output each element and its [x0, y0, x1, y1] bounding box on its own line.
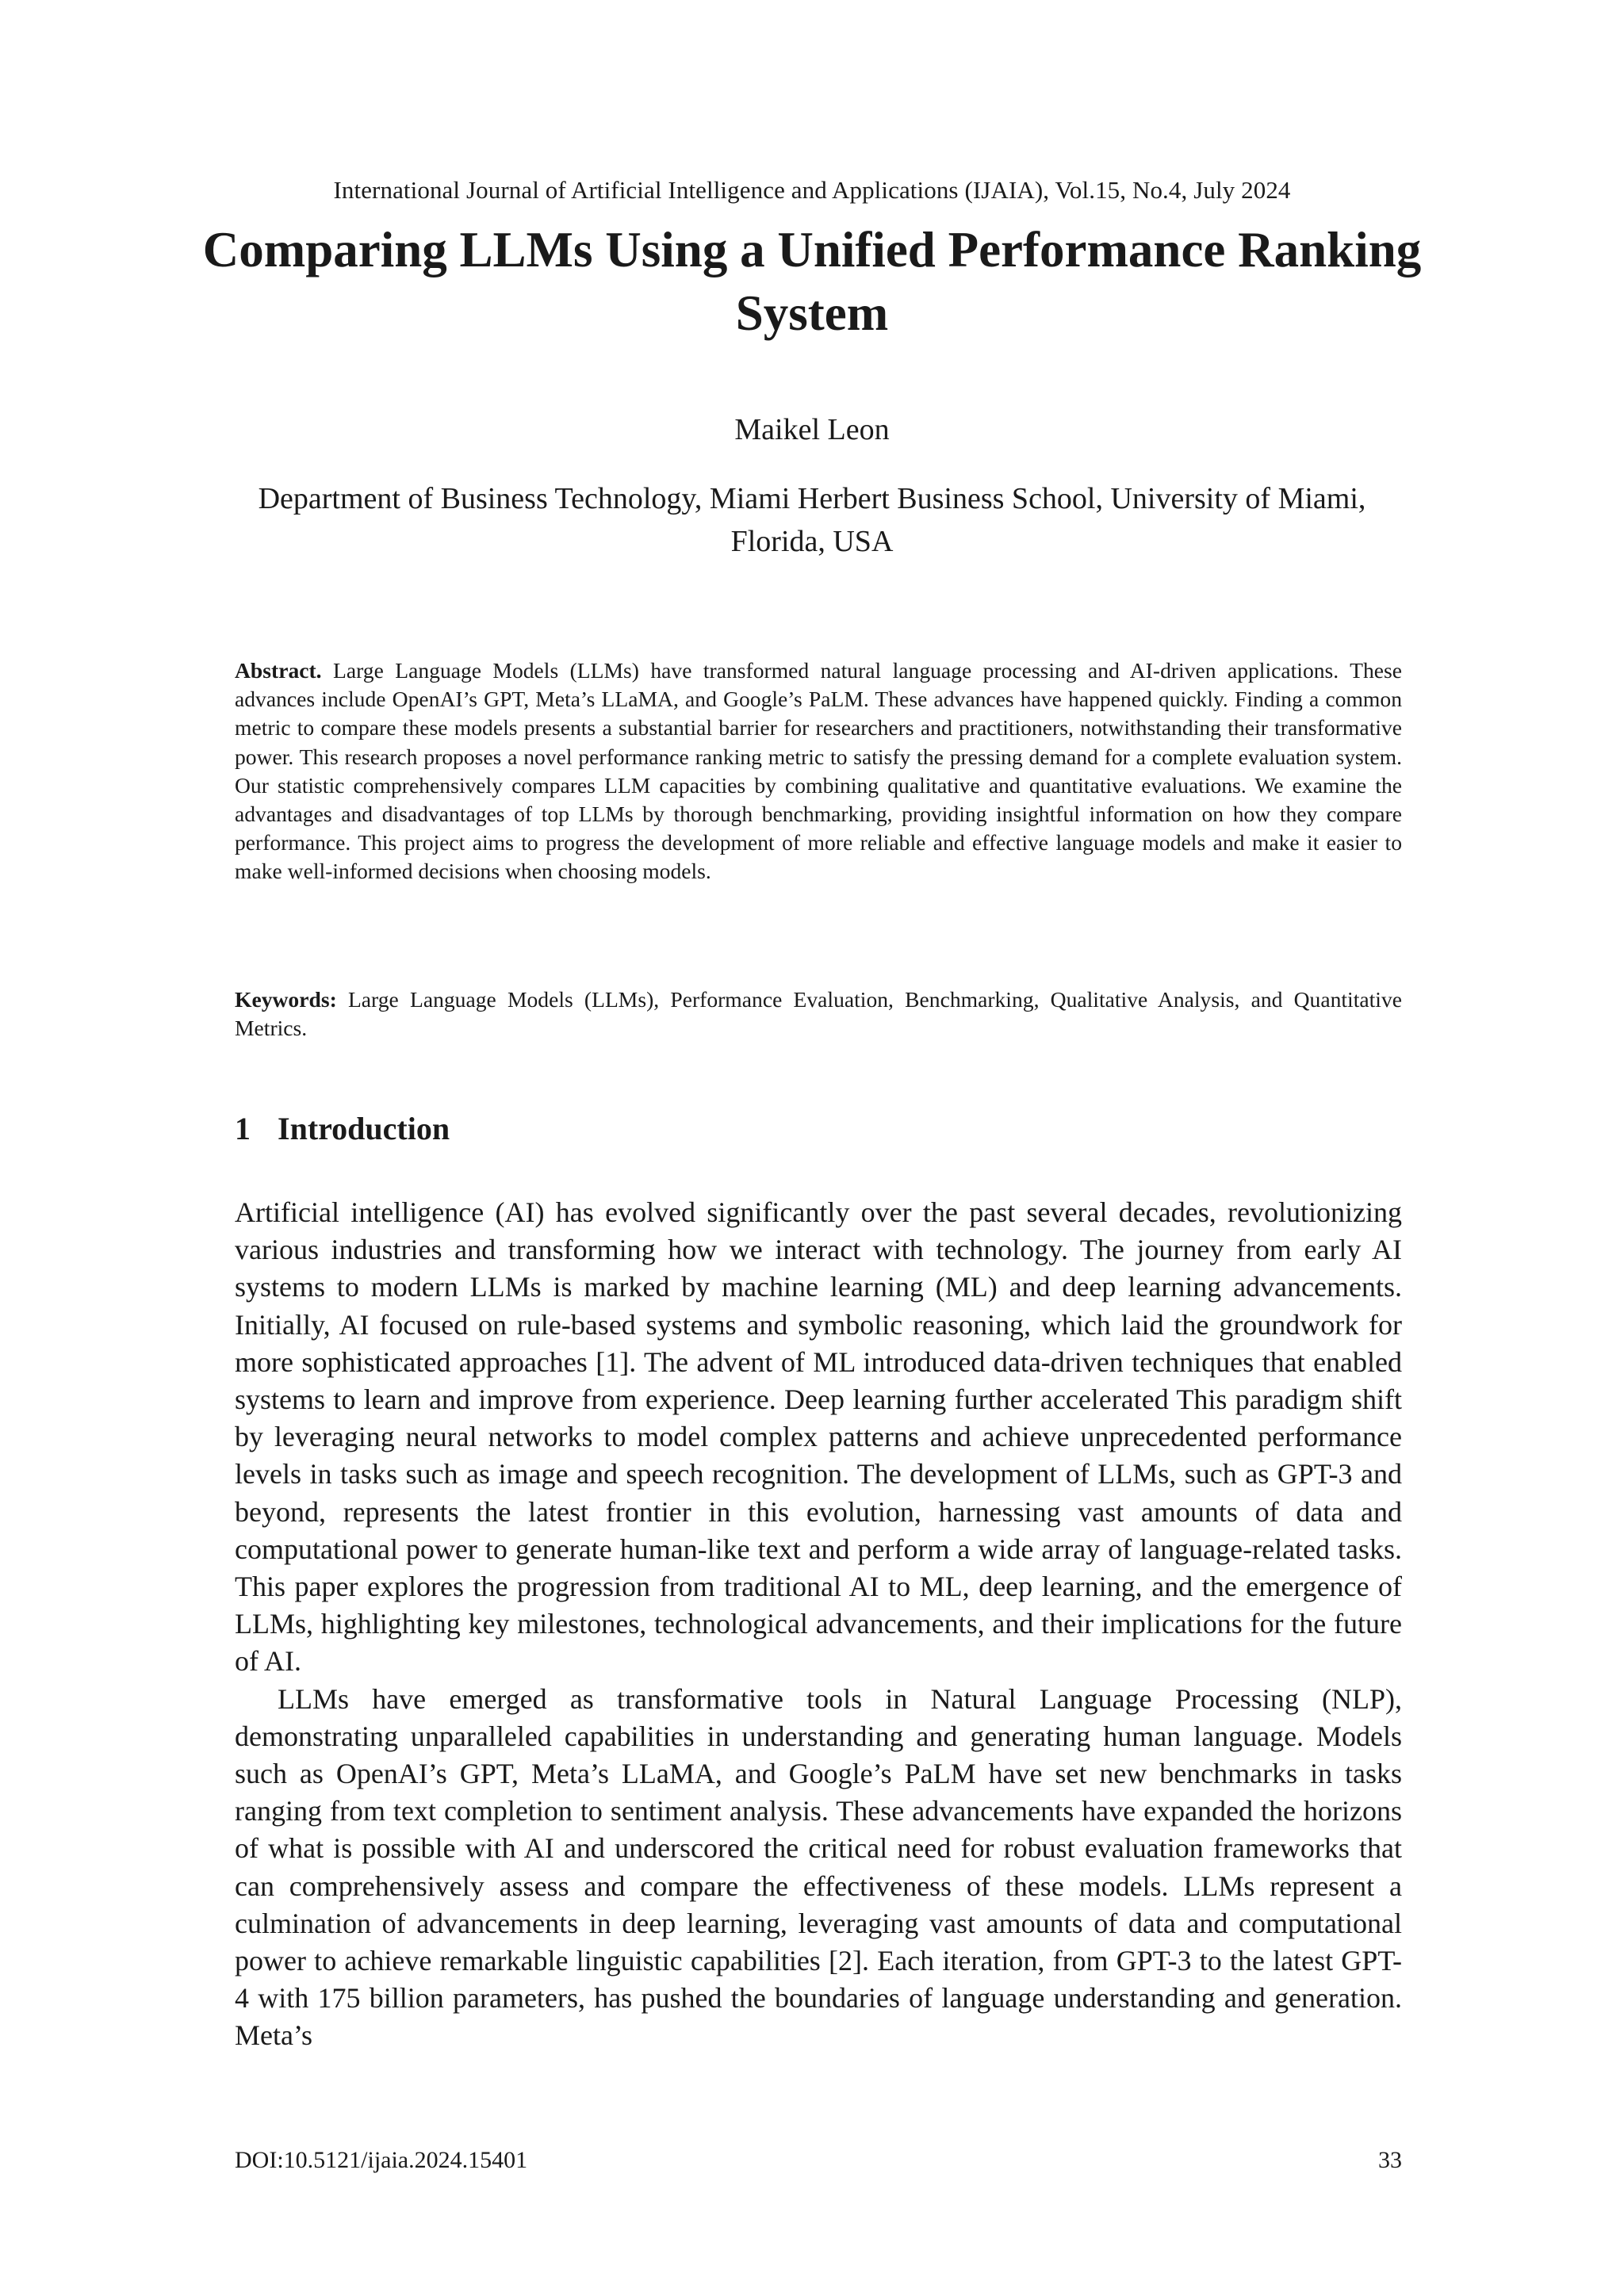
paper-title: Comparing LLMs Using a Unified Performance Ranking System — [202, 222, 1422, 341]
body-paragraph: LLMs have emerged as transformative tools in Natural Language Processing (NLP), demonstrating unparalleled capabilities in understanding and generating human language. Models such as OpenAI’s GPT, Meta’s LLaMA, and Google’s PaLM have set new benchmarks in tasks ranging from text completion to sentiment analysis. These advancements have expanded the horizons of what is possible with AI and underscored the critical need for robust evaluation frameworks that can comprehensively assess and compare the effectiveness of these models. LLMs represent a culmination of advancements in deep learning, leveraging vast amounts of data and computational power to achieve remarkable linguistic capabilities [2]. Each iteration, from GPT-3 to the latest GPT-4 with 175 billion parameters, has pushed the boundaries of language understanding and generation. Meta’s — [235, 1682, 1402, 2052]
keywords-text: Large Language Models (LLMs), Performance Evaluation, Benchmarking, Qualitative Analysis, and Quantitative Metrics. — [235, 987, 1402, 1041]
body-paragraph: Artificial intelligence (AI) has evolved significantly over the past several decades, revolutionizing various industries and transforming how we interact with technology. The journey from early AI systems to modern LLMs is marked by machine learning (ML) and deep learning advancements. Initially, AI focused on rule-based systems and symbolic reasoning, which laid the groundwork for more sophisticated approaches [1]. The advent of ML introduced data-driven techniques that enabled systems to learn and improve from experience. Deep learning further accelerated This paradigm shift by leveraging neural networks to model complex patterns and achieve unprecedented performance levels in tasks such as image and speech recognition. The development of LLMs, such as GPT-3 and beyond, represents the latest frontier in this evolution, harnessing vast amounts of data and computational power to generate human-like text and perform a wide array of language-related tasks. This paper explores the progression from traditional AI to ML, deep learning, and the emergence of LLMs, highlighting key milestones, technological advancements, and their implications for the future of AI. — [235, 1196, 1402, 1678]
running-header: International Journal of Artificial Intelligence and Applications (IJAIA), Vol.15, No.4, July 2024 — [333, 176, 1291, 204]
author-name: Maikel Leon — [734, 413, 890, 446]
abstract-label: Abstract. — [235, 658, 322, 683]
section-heading — [235, 1110, 450, 1147]
section-number: 1 — [235, 1111, 251, 1146]
page-number: 33 — [1378, 2147, 1402, 2173]
footer-doi: DOI:10.5121/ijaia.2024.15401 — [235, 2147, 528, 2173]
abstract-text: Large Language Models (LLMs) have transformed natural language processing and AI-driven applications. These advances include OpenAI’s GPT, Meta’s LLaMA, and Google’s PaLM. These advances have happened quickly. Finding a common metric to compare these models presents a substantial barrier for researchers and practitioners, notwithstanding their transformative power. This research proposes a novel performance ranking metric to satisfy the pressing demand for a complete evaluation system. Our statistic comprehensively compares LLM capacities by combining qualitative and quantitative evaluations. We examine the advantages and disadvantages of top LLMs by thorough benchmarking, providing insightful information on how they compare performance. This project aims to progress the development of more reliable and effective language models and make it easier to make well-informed decisions when choosing models. — [235, 658, 1402, 884]
keywords — [235, 985, 1402, 1043]
section-body — [235, 1194, 1402, 2055]
section-title: Introduction — [278, 1111, 450, 1146]
abstract — [235, 656, 1402, 886]
author-affiliation: Department of Business Technology, Miami Herbert Business School, University of Miami, Florida, USA — [258, 482, 1366, 558]
keywords-label: Keywords: — [235, 987, 337, 1012]
